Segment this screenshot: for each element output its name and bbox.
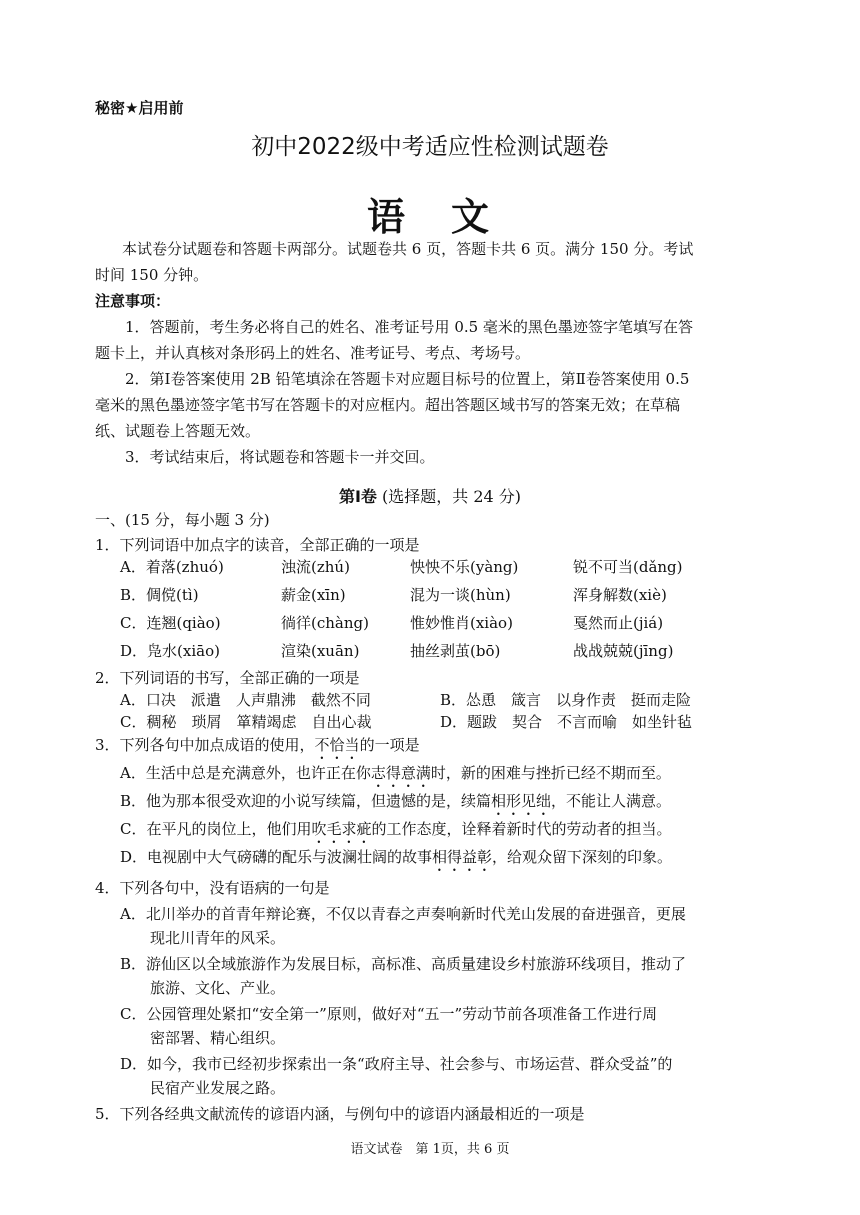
q4-C-line-1: C．公园管理处紧扣“安全第一”原则，做好对“五一”劳动节前各项准备工作进行周 — [120, 1005, 658, 1023]
q4-D-line-2: 民宿产业发展之路。 — [150, 1079, 286, 1097]
q4-A-line-1: A．北川举办的首青年辩论赛，不仅以青春之声奏响新时代羌山发展的奋进强音，更展 — [120, 905, 686, 923]
q3-A-post: 时，新的困难与挫折已经不期而至。 — [430, 764, 671, 782]
intro-line-1: 本试卷分试题卷和答题卡两部分。试题卷共 6 页，答题卡共 6 页。满分 150 分。考试 — [122, 240, 694, 258]
q1-D-1: D．凫水(xiāo) — [120, 642, 220, 660]
q1-D-3: 抽丝剥茧(bō) — [410, 642, 501, 660]
note-1-line-1: 1．答题前，考生务必将自己的姓名、准考证号用 0.5 毫米的黑色墨迹签字笔填写在答 — [125, 318, 693, 336]
q5-stem: 5．下列各经典文献流传的谚语内涵，与例句中的谚语内涵最相近的一项是 — [95, 1105, 585, 1123]
q4-stem: 4．下列各句中，没有语病的一句是 — [95, 879, 330, 897]
q1-B-3: 混为一谈(hùn) — [410, 586, 511, 604]
q4-D-line-1: D．如今，我市已经初步探索出一条“政府主导、社会参与、市场运营、群众受益”的 — [120, 1055, 673, 1073]
note-1-line-2: 题卡上，并认真核对条形码上的姓名、准考证号、考点、考场号。 — [95, 344, 531, 362]
q3-stem — [95, 734, 420, 763]
q2-D: D．题跋 契合 不言而喻 如坐针毡 — [440, 713, 693, 731]
q3-D — [120, 846, 672, 875]
q1-C-3: 惟妙惟肖(xiào) — [410, 614, 513, 632]
q3-B-post: ，不能让人满意。 — [551, 792, 672, 810]
exam-title: 初中2022级中考适应性检测试题卷 — [251, 134, 609, 160]
page-footer: 语文试卷 第 1页，共 6 页 — [350, 1142, 510, 1157]
q1-B-4: 浑身解数(xiè) — [573, 586, 667, 604]
section-title-bold: 第Ⅰ卷 — [338, 487, 377, 506]
q3-B-pre: B．他为那本很受欢迎的小说写续篇，但遗憾的是，续篇 — [120, 792, 492, 810]
q4-B-line-2: 旅游、文化、产业。 — [150, 979, 286, 997]
q4-C-line-2: 密部署、精心组织。 — [150, 1029, 286, 1047]
q1-D-4: 战战兢兢(jīng) — [573, 642, 674, 660]
q3-stem-pre: 3．下列各句中加点成语的使用， — [95, 736, 315, 754]
q2-C: C．稠秘 琐屑 箪精竭虑 自出心裁 — [120, 713, 372, 731]
q3-A-emph: 志得意满 — [370, 764, 431, 782]
q3-D-post: ，给观众留下深刻的印象。 — [492, 848, 673, 866]
q2-stem: 2．下列词语的书写，全部正确的一项是 — [95, 669, 360, 687]
q1-A-2: 浊流(zhú) — [281, 558, 350, 576]
q4-A-line-2: 现北川青年的风采。 — [150, 929, 286, 947]
q1-B-2: 薪金(xīn) — [281, 586, 346, 604]
q1-stem: 1．下列词语中加点字的读音，全部正确的一项是 — [95, 536, 420, 554]
q3-stem-post: 的一项是 — [359, 736, 420, 754]
q2-A: A．口决 派遣 人声鼎沸 截然不同 — [120, 691, 371, 709]
q3-stem-emph: 不恰当 — [314, 736, 360, 754]
section-title — [0, 484, 860, 507]
section-title-rest: (选择题，共 24 分) — [382, 487, 522, 506]
subject-title: 语 文 — [366, 194, 493, 239]
q1-D-2: 渲染(xuān) — [281, 642, 360, 660]
note-2-line-2: 毫米的黑色墨迹签字笔书写在答题卡的对应框内。超出答题区域书写的答案无效；在草稿 — [95, 396, 681, 414]
q4-B-line-1: B．游仙区以全域旅游作为发展目标，高标准、高质量建设乡村旅游环线项目，推动了 — [120, 955, 687, 973]
q3-A — [120, 762, 671, 791]
q1-A-4: 锐不可当(dǎng) — [573, 558, 683, 576]
q1-C-4: 戛然而止(jiá) — [573, 614, 664, 632]
q1-A-3: 怏怏不乐(yàng) — [410, 558, 519, 576]
q1-C-2: 徜徉(chàng) — [281, 614, 369, 632]
notes-title: 注意事项： — [95, 292, 171, 310]
q1-B-1: B．倜傥(tì) — [120, 586, 199, 604]
secret-mark: 秘密★启用前 — [95, 99, 184, 117]
q3-C-post: 的工作态度，诠释着新时代的劳动者的担当。 — [371, 820, 672, 838]
q3-B — [120, 790, 671, 819]
note-3: 3．考试结束后，将试题卷和答题卡一并交回。 — [125, 448, 435, 466]
q3-C-emph: 吹毛求疵 — [311, 820, 372, 838]
note-2-line-1: 2．第Ⅰ卷答案使用 2B 铅笔填涂在答题卡对应题目标号的位置上，第Ⅱ卷答案使用 0.5 — [125, 370, 690, 388]
q3-D-pre: D．电视剧中大气磅礴的配乐与波澜壮阔的故事 — [120, 848, 433, 866]
q3-A-pre: A．生活中总是充满意外，也许正在你 — [120, 764, 371, 782]
q3-C — [120, 818, 672, 847]
q3-D-emph: 相得益彰 — [432, 848, 493, 866]
intro-line-2: 时间 150 分钟。 — [95, 266, 209, 284]
q3-B-emph: 相形见绌 — [491, 792, 552, 810]
note-2-line-3: 纸、试题卷上答题无效。 — [95, 422, 261, 440]
q1-A-1: A．着落(zhuó) — [120, 558, 224, 576]
q3-C-pre: C．在平凡的岗位上，他们用 — [120, 820, 312, 838]
part-one-heading: 一、(15 分，每小题 3 分) — [95, 511, 270, 529]
q1-C-1: C．连翘(qiào) — [120, 614, 221, 632]
q2-B: B．怂恿 箴言 以身作责 挺而走险 — [440, 691, 692, 709]
